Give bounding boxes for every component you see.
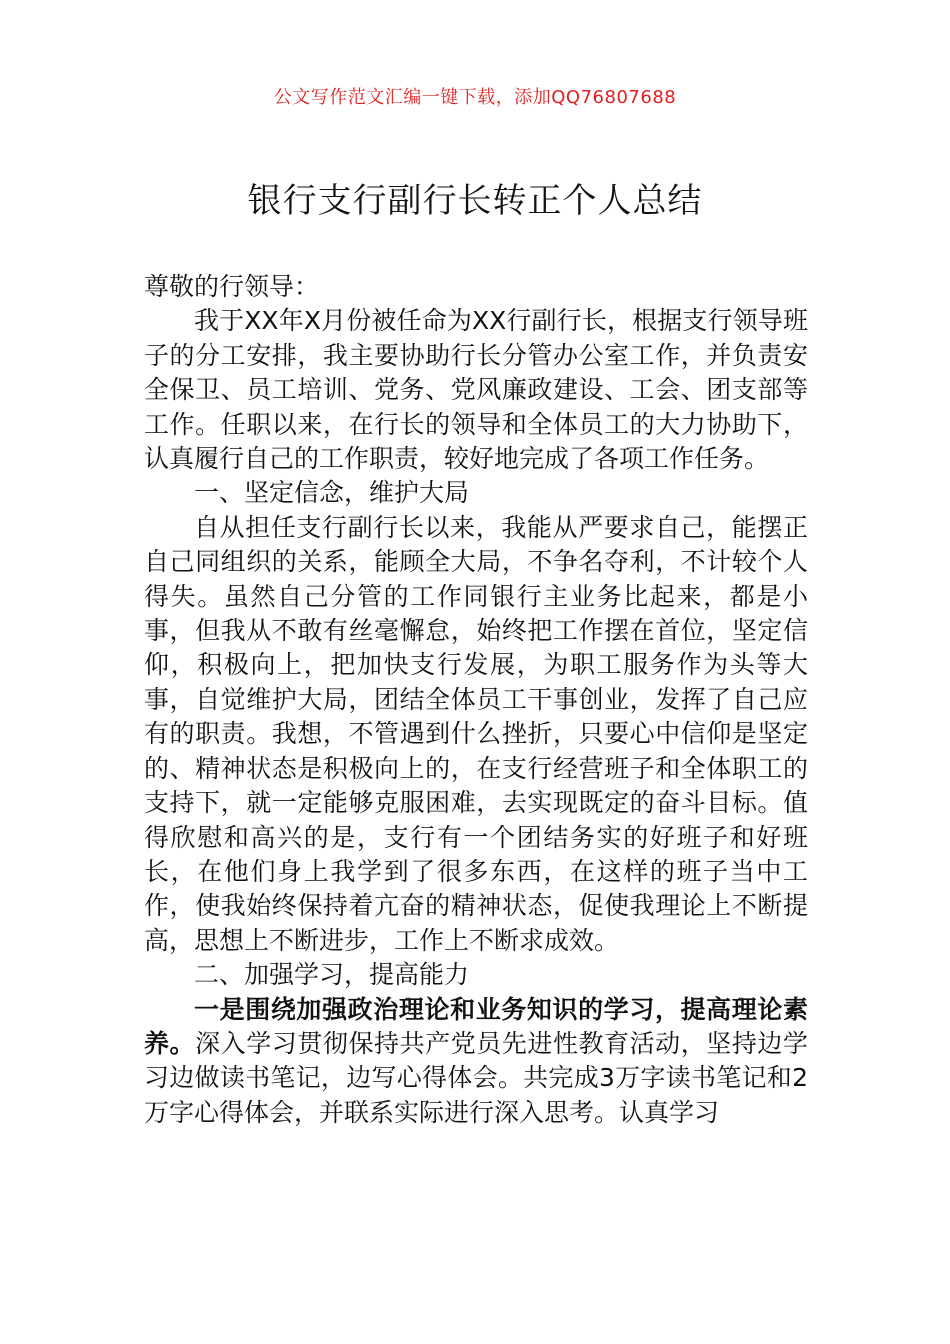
- salutation: 尊敬的行领导：: [144, 272, 320, 301]
- section-1-heading: 一、坚定信念，维护大局: [194, 478, 470, 508]
- promo-banner: 公文写作范文汇编一键下载，添加QQ76807688: [273, 87, 677, 108]
- section-2-text: 深入学习贯彻保持共产党员先进性教育活动，坚持边学习边做读书笔记，边写心得体会。共完成3万字读书笔记和2万字心得体会，并联系实际进行深入思考。认真学习: [144, 1028, 808, 1127]
- document-body: [144, 270, 808, 1130]
- intro-paragraph: 我于XX年X月份被任命为XX行副行长，根据支行领导班子的分工安排，我主要协助行长分管办公室工作，并负责安全保卫、员工培训、党务、党风廉政建设、工会、团支部等工作。任职以来，在行长的领导和全体员工的大力协助下，认真履行自己的工作职责，较好地完成了各项工作任务。: [144, 306, 808, 474]
- document-title: 银行支行副行长转正个人总结: [247, 181, 703, 221]
- section-2-lead: 一是围绕加强政治理论和业务知识的学习，提高理论素养。: [144, 994, 808, 1058]
- section-2-heading: 二、加强学习，提高能力: [194, 960, 470, 990]
- section-1-paragraph: 自从担任支行副行长以来，我能从严要求自己，能摆正自己同组织的关系，能顾全大局，不争名夺利，不计较个人得失。虽然自己分管的工作同银行主业务比起来，都是小事，但我从不敢有丝毫懈怠，始终把工作摆在首位，坚定信仰，积极向上，把加快支行发展，为职工服务作为头等大事，自觉维护大局，团结全体员工干事创业，发挥了自己应有的职责。我想，不管遇到什么挫折，只要心中信仰是坚定的、精神状态是积极向上的，在支行经营班子和全体职工的支持下，就一定能够克服困难，去实现既定的奋斗目标。值得欣慰和高兴的是，支行有一个团结务实的好班子和好班长，在他们身上我学到了很多东西，在这样的班子当中工作，使我始终保持着亢奋的精神状态，促使我理论上不断提高，思想上不断进步，工作上不断求成效。: [144, 512, 808, 955]
- section-2-paragraph: [144, 993, 808, 1131]
